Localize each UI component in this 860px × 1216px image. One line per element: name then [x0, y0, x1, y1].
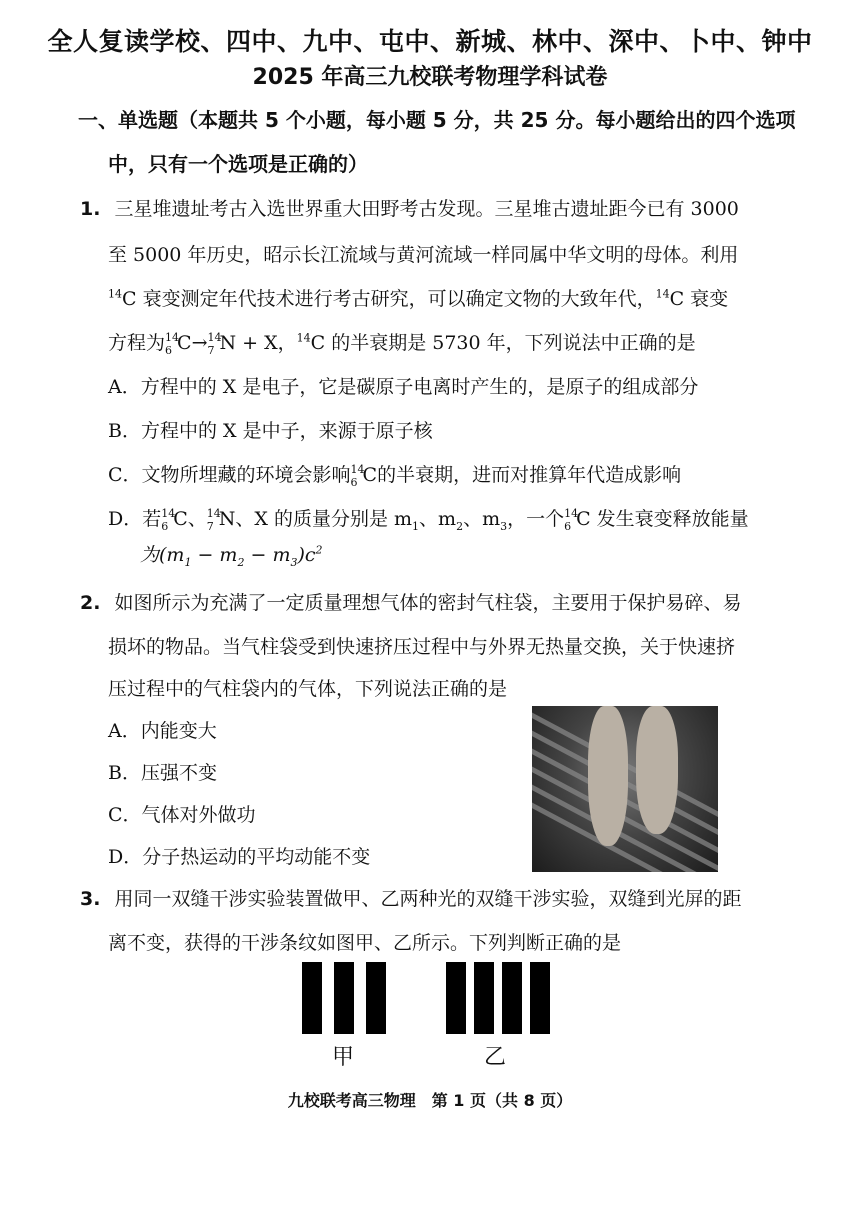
q2-option-d: D．分子热运动的平均动能不变: [108, 846, 371, 868]
section-heading-cont: 中，只有一个选项是正确的）: [108, 152, 368, 176]
question-number: 1.: [80, 198, 101, 220]
fringe-bar: [502, 962, 522, 1034]
reaction-arrow: →: [191, 332, 208, 354]
nuclide-c14: 14 6: [564, 507, 579, 533]
q1-line-3-text: C 衰变测定年代技术进行考古研究，可以确定文物的大致年代，: [122, 288, 656, 310]
nuclide-c14: 14 6: [165, 331, 180, 357]
nuclide-n14: 14 7: [207, 331, 222, 357]
carbon-symbol: C: [177, 332, 192, 354]
opt-d-masses: N、X 的质量分别是 m: [218, 508, 413, 530]
energy-expression: 为$(m_1 - m_2 - m_3)c^2$: [140, 543, 323, 569]
nuclide-c14: 14 6: [161, 507, 176, 533]
exam-title: 2025 年高三九校联考物理学科试卷: [252, 65, 608, 90]
q2-line-3: 压过程中的气柱袋内的气体，下列说法正确的是: [108, 678, 508, 700]
question-number: 2.: [80, 592, 101, 614]
fringe-bar: [366, 962, 386, 1034]
opt-d-c: C、: [173, 508, 207, 530]
eq-suffix: C 的半衰期是 5730 年，下列说法中正确的是: [310, 332, 696, 354]
q1-option-b: B．方程中的 X 是中子，来源于原子核: [108, 420, 433, 442]
label-jia: 甲: [332, 1045, 355, 1070]
mass-number: 14: [655, 287, 670, 301]
eq-prefix: 方程为: [108, 332, 166, 354]
q2-line-2: 损坏的物品。当气柱袋受到快速挤压过程中与外界无热量交换，关于快速挤: [108, 636, 736, 658]
fringe-bar: [446, 962, 466, 1034]
q2-option-c: C．气体对外做功: [108, 804, 256, 826]
q3-line-1: 用同一双缝干涉实验装置做甲、乙两种光的双缝干涉实验，双缝到光屏的距: [114, 888, 742, 910]
mass-number: 14: [296, 331, 311, 345]
q1-line-3-end: C 衰变: [669, 288, 729, 310]
q1-option-d: D．若 14 6 C、 14 7 N、X 的质量分别是 $m_1$、$m_2$、$m_3$，一个 14 6 C 发生衰变释放能量: [108, 507, 749, 533]
page-footer: 九校联考高三物理 第 1 页（共 8 页）: [287, 1091, 573, 1110]
question-3: [80, 884, 742, 911]
opt-c-text-end: C的半衰期，进而对推算年代造成影响: [362, 464, 682, 486]
fringe-bar: [334, 962, 354, 1034]
nuclide-n14: 14 7: [206, 507, 221, 533]
eq-products: N + X，: [219, 332, 297, 354]
question-2: [80, 588, 742, 615]
opt-d-text: D．若: [108, 508, 162, 530]
fringe-bar: [474, 962, 494, 1034]
nuclide-c14: 14 6: [350, 463, 365, 489]
opt-c-text: C．文物所埋藏的环境会影响: [108, 464, 351, 486]
decay-equation-line: [108, 328, 696, 355]
q2-option-b: B．压强不变: [108, 762, 217, 784]
question-number: 3.: [80, 888, 101, 910]
mass-number: 14: [108, 287, 122, 301]
fringe-bar: [302, 962, 322, 1034]
q1-option-a: A．方程中的 X 是电子，它是碳原子电离时产生的，是原子的组成部分: [108, 376, 699, 398]
air-column-bag-photo: [532, 706, 718, 872]
q2-line-1: 如图所示为充满了一定质量理想气体的密封气柱袋，主要用于保护易碎、易: [114, 592, 742, 614]
q1-option-c: [108, 460, 681, 487]
label-yi: 乙: [484, 1045, 507, 1070]
q1-line-1: 三星堆遗址考古入选世界重大田野考古发现。三星堆古遗址距今已有 3000: [114, 198, 739, 220]
section-heading: 一、单选题（本题共 5 个小题，每小题 5 分，共 25 分。每小题给出的四个选项: [78, 108, 796, 132]
q1-line-2: 至 5000 年历史，昭示长江流域与黄河流域一样同属中华文明的母体。利用: [108, 244, 739, 266]
school-list-title: 全人复读学校、四中、九中、屯中、新城、林中、深中、卜中、钟中: [47, 27, 813, 56]
q2-option-a: A．内能变大: [108, 720, 217, 742]
q3-line-2: 离不变，获得的干涉条纹如图甲、乙所示。下列判断正确的是: [108, 932, 622, 954]
question-1: [80, 194, 739, 221]
q1-line-3: [108, 284, 728, 311]
fringe-bar: [530, 962, 550, 1034]
